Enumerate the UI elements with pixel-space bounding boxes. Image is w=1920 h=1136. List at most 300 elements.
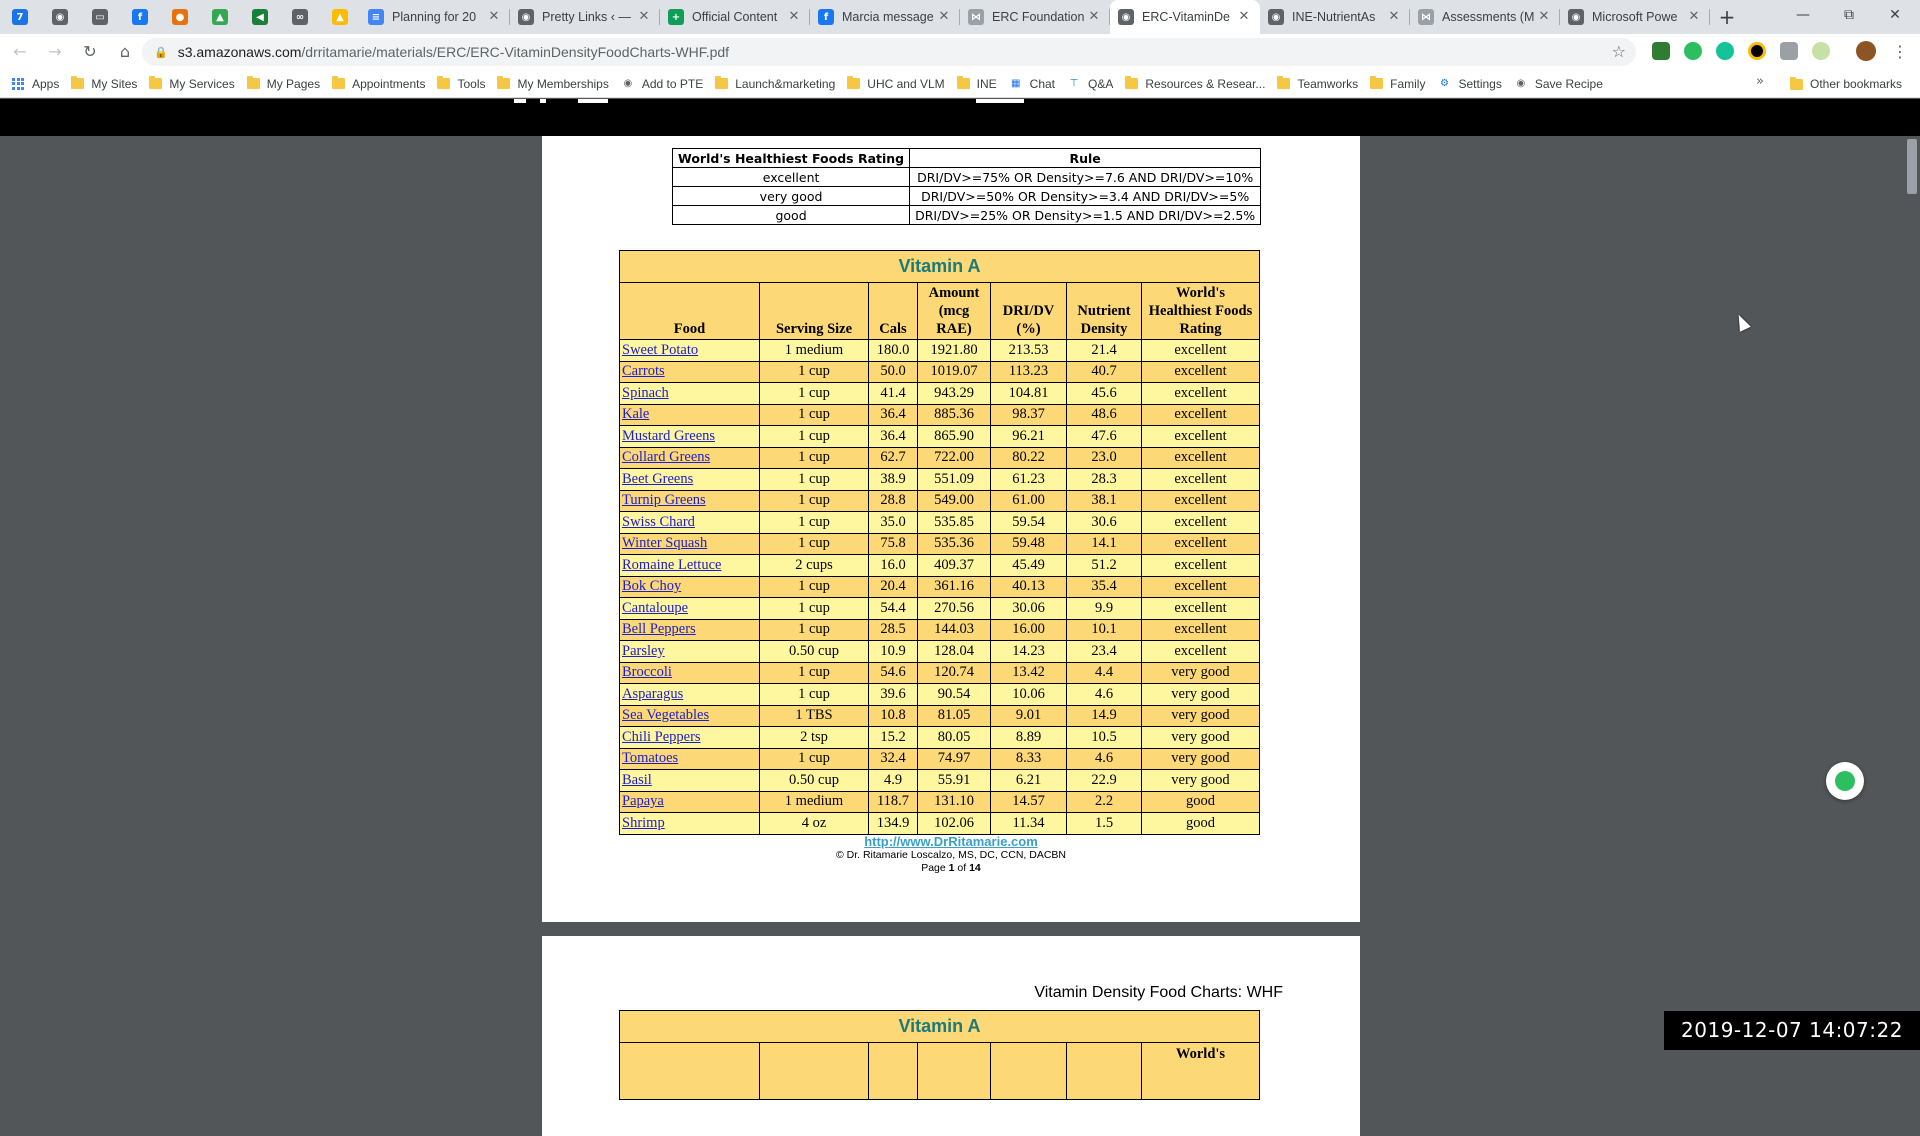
column-header: Nutrient Density (1067, 283, 1142, 340)
table-cell: 54.4 (869, 598, 918, 620)
bookmark-item[interactable] (326, 72, 431, 96)
table-title: Vitamin A (620, 1011, 1260, 1043)
folder-icon (1277, 78, 1290, 89)
table-cell: 45.49 (991, 555, 1067, 577)
folder-icon (715, 78, 728, 89)
page-total: 14 (969, 862, 981, 874)
pinned-tab[interactable] (320, 0, 360, 34)
table-cell: 118.7 (869, 791, 918, 813)
bookmark-item[interactable] (709, 72, 841, 96)
table-row (620, 340, 1260, 362)
table-row (620, 383, 1260, 405)
bookmark-label: My Sites (91, 76, 138, 91)
bookmark-label: Appointments (352, 76, 426, 91)
column-header: Food (620, 283, 760, 340)
leaf-icon: ◀ (252, 9, 268, 25)
table-cell: excellent (1142, 447, 1260, 469)
bookmark-label: Resources & Resear... (1145, 76, 1266, 91)
table-cell: 551.09 (918, 469, 991, 491)
screen-icon: ▭ (92, 9, 108, 25)
table-row (620, 555, 1260, 577)
other-bookmarks-folder[interactable] (1784, 72, 1908, 96)
table-cell: very good (1142, 748, 1260, 770)
close-window-button[interactable]: ✕ (1889, 7, 1901, 23)
close-tab-icon[interactable]: ✕ (788, 9, 800, 24)
header-cell (620, 1043, 760, 1100)
table-cell: 270.56 (918, 598, 991, 620)
food-link[interactable]: Romaine Lettuce (620, 555, 760, 577)
bookmark-label: My Pages (266, 76, 321, 91)
tab[interactable] (1410, 0, 1560, 34)
table-cell: 20.4 (869, 576, 918, 598)
food-link[interactable]: Kale (620, 404, 760, 426)
bookmark-label: Q&A (1088, 76, 1114, 91)
table-cell: 10.5 (1067, 727, 1142, 749)
food-link[interactable]: Swiss Chard (620, 512, 760, 534)
bookmark-item[interactable] (143, 72, 240, 96)
column-header: Amount (mcg RAE) (918, 283, 991, 340)
food-link[interactable]: Shrimp (620, 813, 760, 835)
bookmark-item[interactable] (841, 72, 950, 96)
table-cell: 4.4 (1067, 662, 1142, 684)
bookmark-label: Chat (1029, 76, 1056, 91)
copyright-text: © Dr. Ritamarie Loscalzo, MS, DC, CCN, DACBN (835, 849, 1067, 861)
table-cell: 113.23 (991, 361, 1067, 383)
pdf-page (542, 936, 1360, 1136)
food-link[interactable]: Collard Greens (620, 447, 760, 469)
table-cell: 41.4 (869, 383, 918, 405)
table-cell: 213.53 (991, 340, 1067, 362)
table-cell: 98.37 (991, 404, 1067, 426)
table-cell: excellent (1142, 383, 1260, 405)
table-cell: 1 cup (760, 598, 869, 620)
table-cell: 1 cup (760, 684, 869, 706)
table-cell: 2 cups (760, 555, 869, 577)
table-cell: 0.50 cup (760, 641, 869, 663)
rule-cell: DRI/DV>=25% OR Density>=1.5 AND DRI/DV>=2.5% (910, 206, 1261, 225)
rule-cell: DRI/DV>=75% OR Density>=7.6 AND DRI/DV>=10% (910, 168, 1261, 187)
bookmark-label: Family (1390, 76, 1426, 91)
table-cell: 4.6 (1067, 684, 1142, 706)
drive-icon: ▲ (332, 9, 348, 25)
table-cell: 1 cup (760, 404, 869, 426)
bookmark-label: INE (976, 76, 997, 91)
food-link[interactable]: Bok Choy (620, 576, 760, 598)
table-cell: 2 tsp (760, 727, 869, 749)
bookmark-item[interactable] (431, 72, 491, 96)
page-prefix: Page (921, 862, 949, 874)
table-cell: excellent (1142, 598, 1260, 620)
gear-icon: ⚙ (1439, 78, 1449, 89)
bookmark-item[interactable] (1364, 72, 1431, 96)
table-cell: 104.81 (991, 383, 1067, 405)
table-cell: 11.34 (991, 813, 1067, 835)
evernote-button[interactable] (1826, 762, 1864, 800)
bookmark-list (0, 72, 1609, 96)
table-cell: 1 cup (760, 447, 869, 469)
table-cell: 59.48 (991, 533, 1067, 555)
table-cell: 2.2 (1067, 791, 1142, 813)
pdf-icon: ⋈ (968, 9, 984, 25)
home-button[interactable]: ⌂ (119, 42, 131, 61)
chat-icon: ▦ (1010, 78, 1021, 89)
bookmark-item[interactable] (1508, 72, 1609, 96)
table-cell: 9.9 (1067, 598, 1142, 620)
link-icon: ∞ (292, 9, 308, 25)
table-cell: very good (1142, 684, 1260, 706)
table-row (620, 469, 1260, 491)
rules-row (673, 168, 1261, 187)
close-tab-icon[interactable]: ✕ (488, 9, 500, 24)
table-cell: 1 cup (760, 469, 869, 491)
table-cell: 1921.80 (918, 340, 991, 362)
table-cell: 409.37 (918, 555, 991, 577)
table-cell: excellent (1142, 533, 1260, 555)
circle-extension-icon[interactable] (1812, 42, 1830, 60)
rules-header-rule: Rule (910, 149, 1261, 168)
table-row (620, 641, 1260, 663)
bookmark-item[interactable] (1431, 72, 1507, 96)
tab-title: Official Content (692, 10, 778, 24)
bookmark-item[interactable] (1119, 72, 1271, 96)
bookmark-label: Launch&marketing (735, 76, 836, 91)
rating-cell: excellent (673, 168, 910, 187)
table-cell: 35.0 (869, 512, 918, 534)
table-cell: excellent (1142, 340, 1260, 362)
table-cell: 30.6 (1067, 512, 1142, 534)
table-row (620, 748, 1260, 770)
drive-icon: ▲ (212, 9, 228, 25)
reload-button[interactable]: ↻ (83, 42, 97, 61)
table-cell: 28.3 (1067, 469, 1142, 491)
bookmark-item[interactable] (491, 72, 614, 96)
bookmark-item[interactable] (1271, 72, 1364, 96)
rating-cell: good (673, 206, 910, 225)
bookmark-item[interactable] (1003, 72, 1061, 96)
food-link[interactable]: Papaya (620, 791, 760, 813)
pinned-tab[interactable] (280, 0, 320, 34)
table-cell: good (1142, 791, 1260, 813)
grammarly-extension-icon[interactable] (1716, 42, 1734, 60)
table-cell: 32.4 (869, 748, 918, 770)
player-extension-icon[interactable] (1748, 42, 1766, 60)
pdf-toolbar-mark (976, 99, 1024, 103)
tab-title: ERC-VitaminDe (1142, 10, 1230, 24)
globe-icon: ◉ (1516, 78, 1526, 89)
food-link[interactable]: Turnip Greens (620, 490, 760, 512)
table-cell: 47.6 (1067, 426, 1142, 448)
table-cell: 4 oz (760, 813, 869, 835)
tab-active[interactable] (1110, 0, 1260, 34)
close-tab-icon[interactable]: ✕ (1238, 9, 1250, 24)
page-number (542, 862, 1360, 875)
recording-timestamp: 2019-12-07 14:07:22 (1664, 1011, 1920, 1050)
table-cell: 1 medium (760, 791, 869, 813)
table-cell: 22.9 (1067, 770, 1142, 792)
address-bar[interactable] (142, 38, 1636, 66)
table-cell: 40.7 (1067, 361, 1142, 383)
table-cell: 51.2 (1067, 555, 1142, 577)
tab-title: Microsoft Powe (1592, 10, 1678, 24)
table-cell: 48.6 (1067, 404, 1142, 426)
table-cell: 8.89 (991, 727, 1067, 749)
table-cell: 131.10 (918, 791, 991, 813)
folder-icon (497, 78, 510, 89)
table-cell: excellent (1142, 555, 1260, 577)
table-cell: 28.8 (869, 490, 918, 512)
pinned-tab[interactable] (80, 0, 120, 34)
pdf-toolbar (0, 99, 1920, 136)
vitamin-a-table-continued (619, 1010, 1260, 1100)
docs-icon: ≡ (368, 9, 384, 25)
folder-icon (437, 78, 450, 89)
table-cell: 23.0 (1067, 447, 1142, 469)
table-cell: excellent (1142, 404, 1260, 426)
table-cell: 96.21 (991, 426, 1067, 448)
new-tab-button[interactable]: + (1718, 5, 1736, 29)
table-cell: 15.2 (869, 727, 918, 749)
bookmark-label: Add to PTE (641, 76, 704, 91)
food-link[interactable]: Bell Peppers (620, 619, 760, 641)
table-cell: 865.90 (918, 426, 991, 448)
pdf-viewport[interactable] (0, 136, 1920, 1062)
app-icon: ● (172, 9, 188, 25)
tab-title: INE-NutrientAs (1292, 10, 1376, 24)
close-tab-icon[interactable]: ✕ (938, 9, 950, 24)
pinned-tab[interactable] (120, 0, 160, 34)
extension-icon[interactable] (1652, 42, 1670, 60)
other-bookmarks-label: Other bookmarks (1810, 77, 1903, 91)
tab[interactable] (1260, 0, 1410, 34)
restore-button[interactable]: ⧉ (1844, 7, 1854, 23)
table-row (620, 770, 1260, 792)
page-heading: Vitamin Density Food Charts: WHF (1034, 984, 1283, 1001)
table-cell: 134.9 (869, 813, 918, 835)
table-cell: 885.36 (918, 404, 991, 426)
globe-icon: ◉ (52, 9, 68, 25)
header-cell: World's (1142, 1043, 1260, 1100)
header-cell (1067, 1043, 1142, 1100)
apps-grid-icon (12, 78, 24, 90)
tab[interactable] (960, 0, 1110, 34)
table-cell: 10.8 (869, 705, 918, 727)
table-cell: 23.4 (1067, 641, 1142, 663)
table-cell: 80.22 (991, 447, 1067, 469)
pdf-toolbar-mark (540, 99, 546, 103)
table-cell: 39.6 (869, 684, 918, 706)
pinned-tab[interactable] (200, 0, 240, 34)
table-cell: 14.9 (1067, 705, 1142, 727)
profile-avatar[interactable] (1856, 41, 1876, 61)
tab[interactable] (810, 0, 960, 34)
column-header: Serving Size (760, 283, 869, 340)
folder-icon (247, 78, 260, 89)
bookmark-item[interactable] (615, 72, 709, 96)
table-row (620, 426, 1260, 448)
facebook-icon: f (818, 9, 834, 25)
table-row (620, 727, 1260, 749)
evernote-icon (1835, 771, 1855, 791)
table-cell: 128.04 (918, 641, 991, 663)
sheets-icon: + (668, 9, 684, 25)
food-link[interactable]: Sweet Potato (620, 340, 760, 362)
folder-icon (957, 78, 970, 89)
bookmark-label: UHC and VLM (867, 76, 945, 91)
column-header: DRI/DV (%) (991, 283, 1067, 340)
back-button[interactable]: ← (13, 42, 27, 61)
table-cell: 16.0 (869, 555, 918, 577)
table-cell: 90.54 (918, 684, 991, 706)
bookmark-item[interactable] (6, 72, 65, 96)
scrollbar-track[interactable] (1903, 136, 1920, 1050)
table-cell: 38.1 (1067, 490, 1142, 512)
food-link[interactable]: Basil (620, 770, 760, 792)
bookmark-star-icon[interactable]: ☆ (1611, 42, 1626, 61)
table-cell: 1 medium (760, 340, 869, 362)
close-tab-icon[interactable]: ✕ (1538, 9, 1550, 24)
bookmark-item[interactable] (65, 72, 143, 96)
vitamin-a-table (619, 250, 1260, 835)
folder-icon (1790, 79, 1803, 90)
browser-menu-icon[interactable]: ⋮ (1892, 42, 1908, 61)
food-link[interactable]: Broccoli (620, 662, 760, 684)
table-cell: excellent (1142, 512, 1260, 534)
table-cell: 943.29 (918, 383, 991, 405)
table-cell: 61.00 (991, 490, 1067, 512)
table-cell: 14.23 (991, 641, 1067, 663)
table-cell: 4.6 (1067, 748, 1142, 770)
globe-icon: ◉ (1118, 9, 1134, 25)
table-cell: 1 cup (760, 576, 869, 598)
table-cell: very good (1142, 727, 1260, 749)
close-tab-icon[interactable]: ✕ (1388, 9, 1400, 24)
url-text[interactable] (178, 44, 729, 60)
tab-title: Assessments (M (1442, 10, 1535, 24)
tab[interactable] (1560, 0, 1710, 34)
header-cell (918, 1043, 991, 1100)
tab[interactable] (660, 0, 810, 34)
table-cell: excellent (1142, 469, 1260, 491)
table-cell: 102.06 (918, 813, 991, 835)
pdf-toolbar-mark (578, 99, 608, 103)
table-cell: excellent (1142, 361, 1260, 383)
table-row (620, 705, 1260, 727)
table-row (620, 813, 1260, 835)
table-row (620, 490, 1260, 512)
food-link[interactable]: Parsley (620, 641, 760, 663)
food-link[interactable]: Mustard Greens (620, 426, 760, 448)
tab[interactable] (360, 0, 510, 34)
table-row (620, 533, 1260, 555)
pinned-tab[interactable] (40, 0, 80, 34)
folder-icon (332, 78, 345, 89)
table-cell: 535.85 (918, 512, 991, 534)
table-cell: 30.06 (991, 598, 1067, 620)
table-cell: 1 cup (760, 426, 869, 448)
table-cell: 1 cup (760, 533, 869, 555)
close-tab-icon[interactable]: ✕ (1688, 9, 1700, 24)
w-extension-icon[interactable] (1780, 42, 1798, 60)
food-link[interactable]: Beet Greens (620, 469, 760, 491)
table-cell: 14.1 (1067, 533, 1142, 555)
table-cell: excellent (1142, 641, 1260, 663)
food-link[interactable]: Cantaloupe (620, 598, 760, 620)
food-link[interactable]: Sea Vegetables (620, 705, 760, 727)
website-link[interactable]: http://www.DrRitamarie.com (864, 834, 1038, 849)
minimize-button[interactable]: — (1796, 7, 1810, 23)
table-cell: 1 cup (760, 383, 869, 405)
table-cell: very good (1142, 705, 1260, 727)
scrollbar-thumb[interactable] (1907, 139, 1917, 194)
table-cell: 1 cup (760, 619, 869, 641)
table-cell: 14.57 (991, 791, 1067, 813)
pinned-tab[interactable] (0, 0, 40, 34)
folder-icon (1125, 78, 1138, 89)
table-cell: good (1142, 813, 1260, 835)
table-cell: 144.03 (918, 619, 991, 641)
pinned-tab[interactable] (240, 0, 280, 34)
bookmark-item[interactable] (951, 72, 1003, 96)
food-link[interactable]: Carrots (620, 361, 760, 383)
table-cell: 38.9 (869, 469, 918, 491)
tab[interactable] (510, 0, 660, 34)
forward-button[interactable]: → (48, 42, 62, 61)
bookmark-item[interactable] (241, 72, 326, 96)
table-cell: very good (1142, 770, 1260, 792)
rules-row (673, 206, 1261, 225)
rule-cell: DRI/DV>=50% OR Density>=3.4 AND DRI/DV>=5% (910, 187, 1261, 206)
table-cell: 1.5 (1067, 813, 1142, 835)
table-cell: 10.06 (991, 684, 1067, 706)
bookmark-item[interactable] (1061, 72, 1119, 96)
globe-icon: ◉ (518, 9, 534, 25)
evernote-extension-icon[interactable] (1684, 42, 1702, 60)
table-row (620, 684, 1260, 706)
table-cell: 45.6 (1067, 383, 1142, 405)
table-cell: 1 cup (760, 361, 869, 383)
food-link[interactable]: Tomatoes (620, 748, 760, 770)
page-current: 1 (948, 862, 955, 874)
folder-icon (149, 78, 162, 89)
close-tab-icon[interactable]: ✕ (1088, 9, 1100, 24)
bookmarks-bar (0, 70, 1920, 98)
facebook-icon: f (132, 9, 148, 25)
table-cell: 180.0 (869, 340, 918, 362)
food-link[interactable]: Chili Peppers (620, 727, 760, 749)
bookmark-label: My Memberships (517, 76, 609, 91)
qa-icon: ⊤ (1069, 78, 1079, 89)
table-cell: 13.42 (991, 662, 1067, 684)
table-row (620, 404, 1260, 426)
globe-icon: ◉ (623, 78, 633, 89)
table-cell: 9.01 (991, 705, 1067, 727)
table-cell: 28.5 (869, 619, 918, 641)
tab-title: Marcia message (842, 10, 934, 24)
table-cell: 54.6 (869, 662, 918, 684)
food-link[interactable]: Spinach (620, 383, 760, 405)
pinned-tab[interactable] (160, 0, 200, 34)
more-bookmarks-button[interactable]: » (1756, 74, 1764, 89)
header-cell (991, 1043, 1067, 1100)
pinned-tabs (0, 0, 360, 34)
table-row (620, 361, 1260, 383)
close-tab-icon[interactable]: ✕ (638, 9, 650, 24)
food-link[interactable]: Asparagus (620, 684, 760, 706)
table-cell: 55.91 (918, 770, 991, 792)
food-link[interactable]: Winter Squash (620, 533, 760, 555)
table-cell: excellent (1142, 619, 1260, 641)
table-cell: 1 TBS (760, 705, 869, 727)
